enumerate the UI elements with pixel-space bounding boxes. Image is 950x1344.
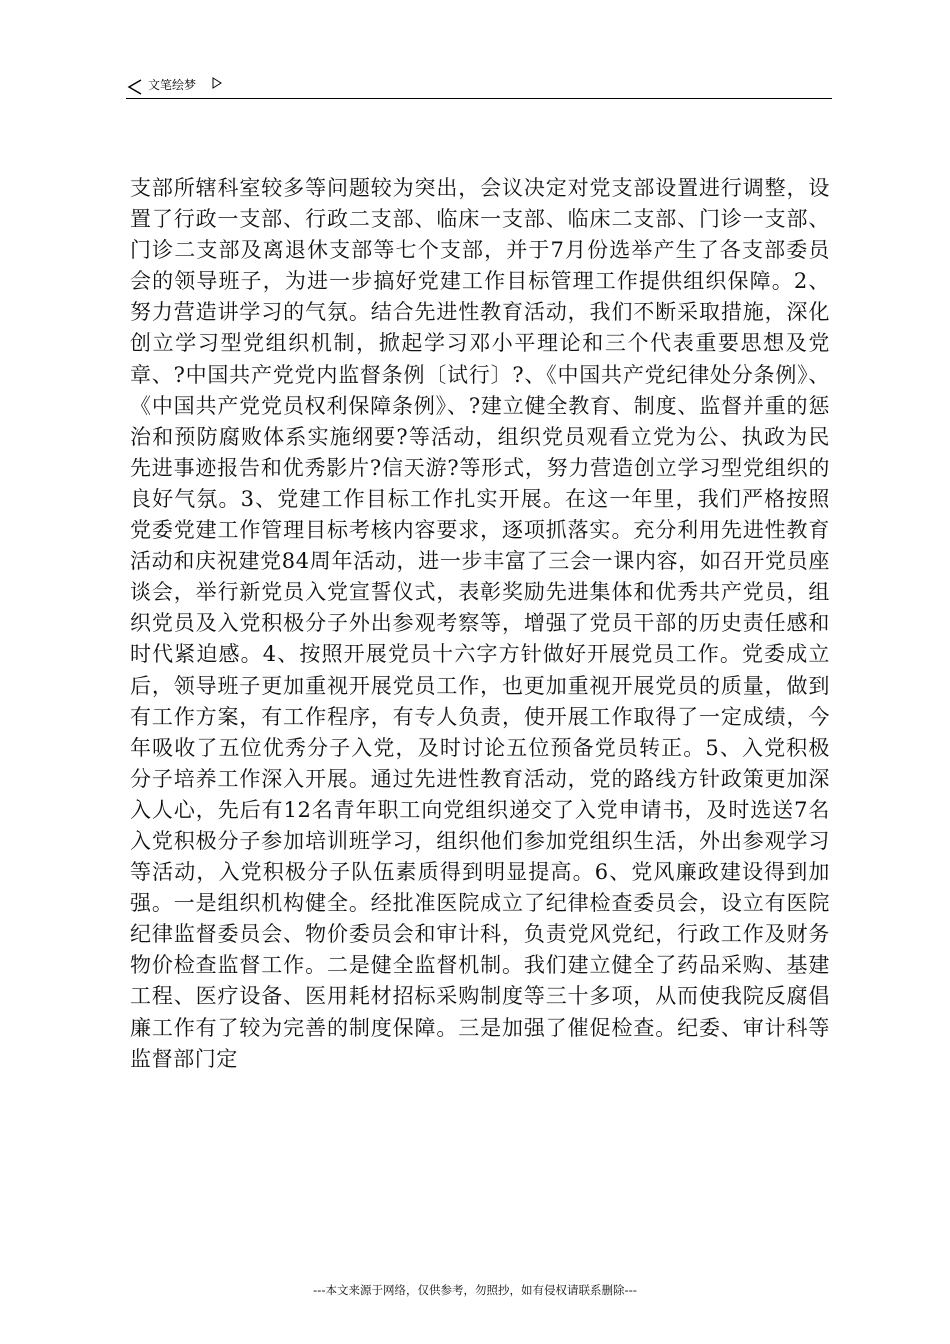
- footer-disclaimer: ---本文来源于网络，仅供参考，勿照抄，如有侵权请联系删除---: [313, 1283, 637, 1297]
- left-triangle-icon: [126, 78, 144, 96]
- document-body: [130, 173, 830, 1075]
- right-triangle-icon: [212, 77, 222, 89]
- page-header: [126, 74, 832, 99]
- body-paragraph: 支部所辖科室较多等问题较为突出，会议决定对党支部设置进行调整，设置了行政一支部、行政二支部、临床一支部、临床二支部、门诊一支部、门诊二支部及离退休支部等七个支部，并于7月份选举产生了各支部委员会的领导班子，为进一步搞好党建工作目标管理工作提供组织保障。2、努力营造讲学习的气氛。结合先进性教育活动，我们不断采取措施，深化创立学习型党组织机制，掀起学习邓小平理论和三个代表重要思想及党章、?中国共产党党内监督条例〔试行〕?、《中国共产党纪律处分条例》、《中国共产党党员权利保障条例》、?建立健全教育、制度、监督并重的惩治和预防腐败体系实施纲要?等活动，组织党员观看立党为公、执政为民先进事迹报告和优秀影片?信天游?等形式，努力营造创立学习型党组织的良好气氛。3、党建工作目标工作扎实开展。在这一年里，我们严格按照党委党建工作管理目标考核内容要求，逐项抓落实。充分利用先进性教育活动和庆祝建党84周年活动，进一步丰富了三会一课内容，如召开党员座谈会，举行新党员入党宣誓仪式，表彰奖励先进集体和优秀共产党员，组织党员及入党积极分子外出参观考察等，增强了党员干部的历史责任感和时代紧迫感。4、按照开展党员十六字方针做好开展党员工作。党委成立后，领导班子更加重视开展党员工作，也更加重视开展党员的质量，做到有工作方案，有工作程序，有专人负责，使开展工作取得了一定成绩，今年吸收了五位优秀分子入党，及时讨论五位预备党员转正。5、入党积极分子培养工作深入开展。通过先进性教育活动，党的路线方针政策更加深入人心，先后有12名青年职工向党组织递交了入党申请书，及时选送7名入党积极分子参加培训班学习，组织他们参加党组织生活，外出参观学习等活动，入党积极分子队伍素质得到明显提高。6、党风廉政建设得到加强。一是组织机构健全。经批准医院成立了纪律检查委员会，设立有医院纪律监督委员会、物价委员会和审计科，负责党风党纪，行政工作及财务物价检查监督工作。二是健全监督机制。我们建立健全了药品采购、基建工程、医疗设备、医用耗材招标采购制度等三十多项，从而使我院反腐倡廉工作有了较为完善的制度保障。三是加强了催促检查。纪委、审计科等监督部门定: [130, 176, 830, 1071]
- header-title: 文笔绘梦: [148, 78, 197, 92]
